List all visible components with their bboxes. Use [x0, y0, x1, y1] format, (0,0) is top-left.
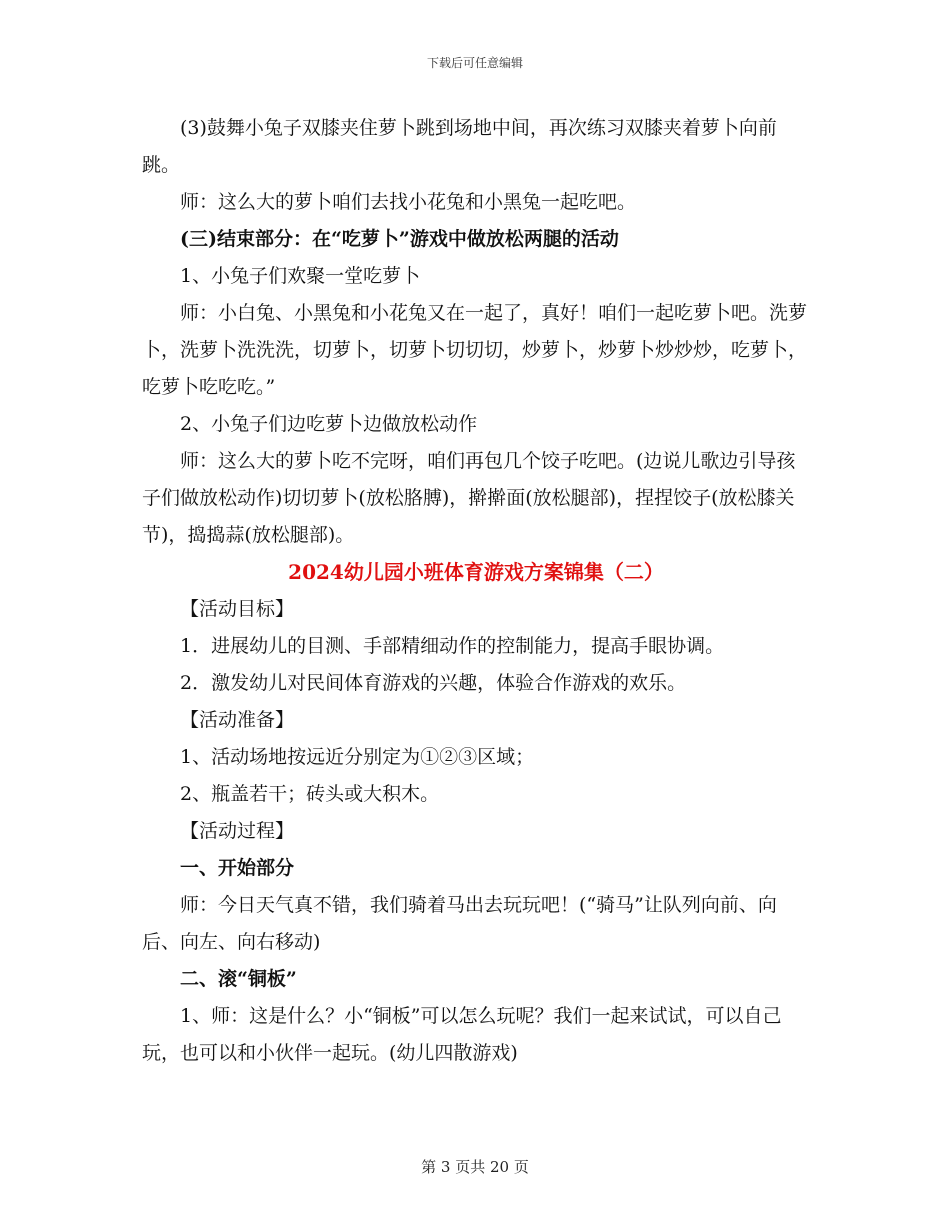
section-heading-coin: 二、滚“铜板”	[180, 968, 297, 990]
paragraph-teacher-line-2: 师：小白兔、小黑兔和小花兔又在一起了，真好！咱们一起吃萝卜吧。洗萝卜，洗萝卜洗洗洗，切萝卜，切萝卜切切切，炒萝卜，炒萝卜炒炒炒，吃萝卜，吃萝卜吃吃吃。”	[142, 302, 808, 398]
paragraph-teacher-line-5: 1、师：这是什么？小“铜板”可以怎么玩呢？我们一起来试试，可以自己玩，也可以和小伙伴一起玩。(幼儿四散游戏)	[142, 1005, 782, 1064]
section-heading-ending: (三)结束部分：在“吃萝卜”游戏中做放松两腿的活动	[180, 228, 619, 250]
goal-item-2: 2．激发幼儿对民间体育游戏的兴趣，体验合作游戏的欢乐。	[180, 672, 687, 694]
page-footer: 第 3 页共 20 页	[421, 1158, 529, 1176]
paragraph-teacher-line-1: 师：这么大的萝卜咱们去找小花兔和小黑兔一起吃吧。	[180, 191, 637, 213]
section-label-goals: 【活动目标】	[180, 598, 295, 620]
section-label-preparation: 【活动准备】	[180, 709, 295, 731]
paragraph-teacher-line-4: 师：今日天气真不错，我们骑着马出去玩玩吧！(“骑马”让队列向前、向后、向左、向右移动)	[142, 894, 777, 953]
list-item-2: 2、小兔子们边吃萝卜边做放松动作	[180, 413, 478, 435]
section-heading-start: 一、开始部分	[180, 857, 295, 879]
goal-item-1: 1．进展幼儿的目测、手部精细动作的控制能力，提高手眼协调。	[180, 635, 725, 657]
paragraph-step-3: (3)鼓舞小兔子双膝夹住萝卜跳到场地中间，再次练习双膝夹着萝卜向前跳。	[142, 117, 777, 176]
document-body	[142, 110, 810, 1072]
page-header: 下载后可任意编辑	[426, 56, 523, 70]
document-title: 2024幼儿园小班体育游戏方案锦集（二）	[288, 560, 664, 584]
section-label-process: 【活动过程】	[180, 820, 295, 842]
preparation-item-2: 2、瓶盖若干；砖头或大积木。	[180, 783, 440, 805]
list-item-1: 1、小兔子们欢聚一堂吃萝卜	[180, 265, 421, 287]
paragraph-teacher-line-3: 师：这么大的萝卜吃不完呀，咱们再包几个饺子吃吧。(边说儿歌边引导孩子们做放松动作)切切萝卜(放松胳膊)，擀擀面(放松腿部)，捏捏饺子(放松膝关节)，捣捣蒜(放松腿部)。	[142, 450, 796, 546]
preparation-item-1: 1、活动场地按远近分别定为①②③区域；	[180, 746, 535, 768]
